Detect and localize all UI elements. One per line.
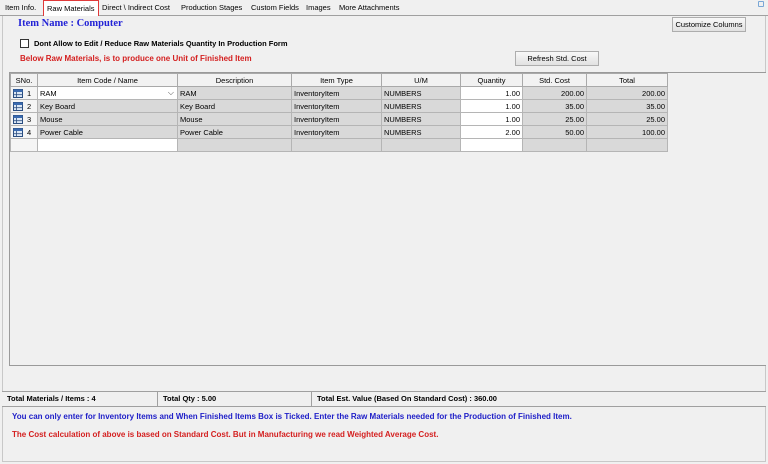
table-header-row bbox=[11, 74, 668, 87]
grid-row-icon[interactable] bbox=[13, 128, 23, 137]
std-cost-cell: 200.00 bbox=[523, 87, 587, 100]
table-row[interactable] bbox=[11, 113, 668, 126]
item-name-title: Item Name : Computer bbox=[18, 18, 123, 29]
row-sno-cell[interactable] bbox=[11, 87, 38, 100]
um-cell: NUMBERS bbox=[382, 87, 461, 100]
total-cell: 35.00 bbox=[587, 100, 668, 113]
um-cell: NUMBERS bbox=[382, 100, 461, 113]
item-code-cell[interactable]: Mouse bbox=[38, 113, 178, 126]
row-sno-cell[interactable] bbox=[11, 113, 38, 126]
row-sno: 4 bbox=[27, 127, 32, 137]
total-materials-label: Total Materials / Items : 4 bbox=[2, 392, 158, 407]
col-header-quantity[interactable]: Quantity bbox=[461, 74, 523, 87]
row-sno-cell[interactable] bbox=[11, 100, 38, 113]
col-header-description[interactable]: Description bbox=[178, 74, 292, 87]
quantity-cell[interactable]: 1.00 bbox=[461, 100, 523, 113]
finished-item-note: Below Raw Materials, is to produce one Unit of Finished Item bbox=[20, 54, 252, 63]
quantity-cell[interactable]: 1.00 bbox=[461, 87, 523, 100]
new-total-cell bbox=[587, 139, 668, 152]
std-cost-cell: 35.00 bbox=[523, 100, 587, 113]
new-std-cost-cell bbox=[523, 139, 587, 152]
col-header-total[interactable]: Total bbox=[587, 74, 668, 87]
std-cost-cell: 50.00 bbox=[523, 126, 587, 139]
grid-row-icon[interactable] bbox=[13, 102, 23, 111]
col-header-um[interactable]: U/M bbox=[382, 74, 461, 87]
total-cell: 200.00 bbox=[587, 87, 668, 100]
row-sno: 2 bbox=[27, 101, 32, 111]
item-type-cell: InventoryItem bbox=[292, 100, 382, 113]
std-cost-cell: 25.00 bbox=[523, 113, 587, 126]
tab-production-stages[interactable]: Production Stages bbox=[181, 3, 243, 12]
item-code-value: RAM bbox=[40, 88, 57, 98]
cost-calculation-note: The Cost calculation of above is based on Standard Cost. But in Manufacturing we read Weighted Average Cost. bbox=[12, 430, 439, 439]
dont-allow-edit-checkbox[interactable] bbox=[20, 39, 29, 48]
tab-item-info[interactable]: Item Info. bbox=[5, 3, 37, 12]
tab-direct-indirect-cost[interactable]: Direct \ Indirect Cost bbox=[102, 3, 170, 12]
window-corner-icon bbox=[758, 1, 764, 7]
tab-custom-fields[interactable]: Custom Fields bbox=[251, 3, 299, 12]
item-type-cell: InventoryItem bbox=[292, 113, 382, 126]
grid-row-icon[interactable] bbox=[13, 115, 23, 124]
table-row[interactable] bbox=[11, 126, 668, 139]
col-header-std-cost[interactable]: Std. Cost bbox=[523, 74, 587, 87]
tab-more-attachments[interactable]: More Attachments bbox=[339, 3, 400, 12]
col-header-item-code[interactable]: Item Code / Name bbox=[38, 74, 178, 87]
row-sno: 1 bbox=[27, 88, 32, 98]
row-sno: 3 bbox=[27, 114, 32, 124]
totals-bar bbox=[2, 391, 766, 407]
total-qty-label: Total Qty : 5.00 bbox=[158, 392, 312, 407]
um-cell: NUMBERS bbox=[382, 126, 461, 139]
new-description-cell bbox=[178, 139, 292, 152]
item-code-cell[interactable]: Power Cable bbox=[38, 126, 178, 139]
description-cell: Mouse bbox=[178, 113, 292, 126]
item-code-cell[interactable]: Key Board bbox=[38, 100, 178, 113]
quantity-cell[interactable]: 2.00 bbox=[461, 126, 523, 139]
table-row[interactable] bbox=[11, 87, 668, 100]
tab-bar bbox=[0, 0, 768, 16]
row-sno-cell[interactable] bbox=[11, 126, 38, 139]
quantity-cell[interactable]: 1.00 bbox=[461, 113, 523, 126]
table-row[interactable] bbox=[11, 100, 668, 113]
description-cell: Power Cable bbox=[178, 126, 292, 139]
chevron-down-icon[interactable]: ⌵ bbox=[167, 88, 174, 97]
new-entry-row[interactable] bbox=[11, 139, 668, 152]
description-cell: Key Board bbox=[178, 100, 292, 113]
new-quantity-cell[interactable] bbox=[461, 139, 523, 152]
um-cell: NUMBERS bbox=[382, 113, 461, 126]
tab-raw-materials[interactable]: Raw Materials bbox=[43, 0, 99, 17]
total-est-value-label: Total Est. Value (Based On Standard Cost) : 360.00 bbox=[317, 394, 497, 403]
item-type-cell: InventoryItem bbox=[292, 87, 382, 100]
total-cell: 25.00 bbox=[587, 113, 668, 126]
item-code-select[interactable] bbox=[38, 87, 178, 100]
tab-images[interactable]: Images bbox=[306, 3, 331, 12]
description-cell: RAM bbox=[178, 87, 292, 100]
inventory-items-note: You can only enter for Inventory Items and When Finished Items Box is Ticked. Enter the Raw Materials needed for the Production of Finished Item. bbox=[12, 412, 572, 421]
grid-row-icon[interactable] bbox=[13, 89, 23, 98]
new-row-sno-cell[interactable] bbox=[11, 139, 38, 152]
dont-allow-edit-row[interactable] bbox=[20, 37, 288, 49]
raw-materials-table bbox=[10, 73, 668, 152]
total-cell: 100.00 bbox=[587, 126, 668, 139]
refresh-std-cost-button[interactable]: Refresh Std. Cost bbox=[515, 51, 599, 66]
item-type-cell: InventoryItem bbox=[292, 126, 382, 139]
new-um-cell bbox=[382, 139, 461, 152]
raw-materials-grid bbox=[9, 72, 766, 366]
col-header-sno[interactable]: SNo. bbox=[11, 74, 38, 87]
dont-allow-edit-label: Dont Allow to Edit / Reduce Raw Materials Quantity In Production Form bbox=[34, 38, 288, 48]
col-header-item-type[interactable]: Item Type bbox=[292, 74, 382, 87]
new-item-code-cell[interactable] bbox=[38, 139, 178, 152]
customize-columns-button[interactable]: Customize Columns bbox=[672, 17, 746, 32]
new-item-type-cell bbox=[292, 139, 382, 152]
